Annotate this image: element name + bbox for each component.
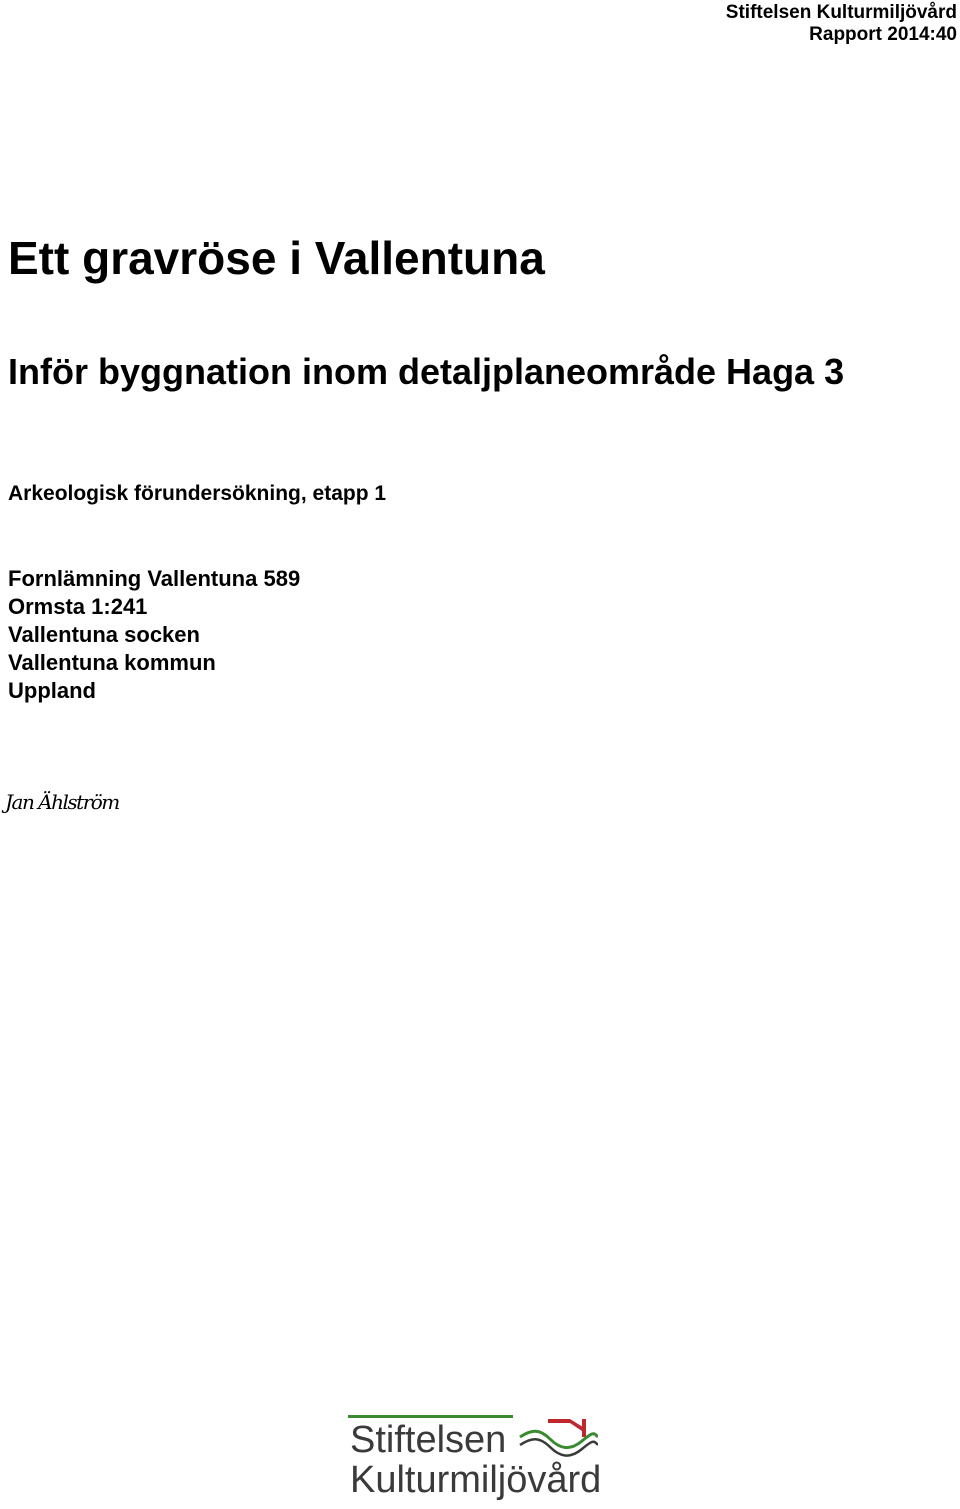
site-info-line: Uppland	[8, 678, 96, 703]
header-organization: Stiftelsen Kulturmiljövård	[725, 2, 957, 23]
logo-text-line1: Stiftelsen	[350, 1419, 507, 1461]
logo-roof-chimney	[582, 1419, 586, 1429]
site-info-line: Ormsta 1:241	[8, 594, 148, 619]
site-info-line: Vallentuna kommun	[8, 650, 216, 675]
author-signature: Jan Ählström	[5, 790, 119, 814]
logo-text-line2: Kulturmiljövård	[350, 1459, 602, 1501]
site-info-line: Fornlämning Vallentuna 589	[8, 566, 301, 591]
logo-green-line	[348, 1415, 513, 1418]
site-info-line: Vallentuna socken	[8, 622, 200, 647]
report-title: Ett gravröse i Vallentuna	[8, 232, 545, 284]
report-type: Arkeologisk förundersökning, etapp 1	[8, 482, 387, 505]
logo-house-wave-icon	[518, 1415, 598, 1459]
site-info	[8, 565, 300, 705]
logo-wave-mark	[520, 1439, 598, 1455]
report-header	[726, 2, 957, 46]
logo-roof-mark	[548, 1419, 586, 1437]
header-report-number: Rapport 2014:40	[809, 24, 957, 45]
report-subtitle: Inför byggnation inom detaljplaneområde Haga 3	[8, 351, 845, 392]
organization-logo	[348, 1415, 616, 1505]
